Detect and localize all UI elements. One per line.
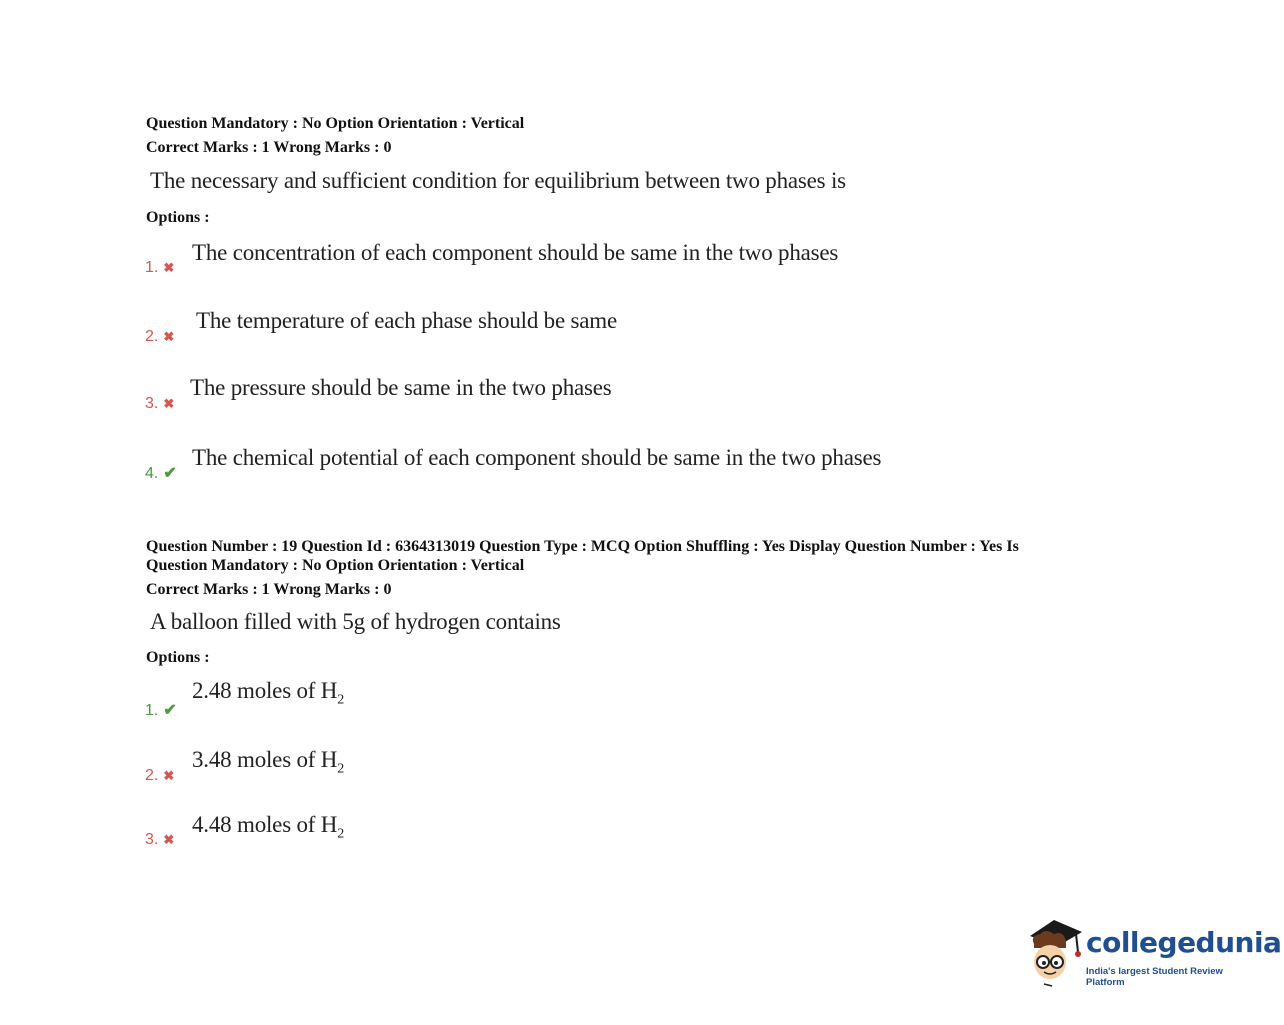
cross-icon: ✖ [163,396,175,411]
cross-icon: ✖ [163,768,175,783]
cross-icon: ✖ [163,329,175,344]
check-icon: ✔ [163,465,177,482]
mascot-icon [1024,918,1086,988]
option-text: 4.48 moles of $H_2$ [192,812,345,842]
logo-tagline: India's largest Student Review Platform [1086,966,1223,988]
option-text: The temperature of each phase should be same [196,308,617,333]
question-marks: Correct Marks : 1 Wrong Marks : 0 [146,581,392,598]
collegedunia-logo [1024,918,1282,988]
option-number: 3. ✖ [145,831,175,848]
question-marks: Correct Marks : 1 Wrong Marks : 0 [146,139,392,156]
option-number: 4. ✔ [145,465,177,482]
question-meta-line: Question Number : 19 Question Id : 6364313019 Question Type : MCQ Option Shuffling : Yes Display Question Number : Yes Is [146,538,1019,555]
option-number: 2. ✖ [145,767,175,784]
check-icon: ✔ [163,702,177,719]
question-text: A balloon filled with 5g of hydrogen contains [150,609,561,634]
question-meta-line: Question Mandatory : No Option Orientation : Vertical [146,115,525,132]
option-number: 2. ✖ [145,328,175,345]
option-text: 2.48 moles of $H_2$ [192,678,345,708]
option-text: The concentration of each component should be same in the two phases [192,240,839,265]
logo-name: collegedunia [1086,926,1282,959]
option-number: 3. ✖ [145,395,175,412]
cross-icon: ✖ [163,832,175,847]
question-text: The necessary and sufficient condition for equilibrium between two phases is [150,168,846,193]
options-label: Options : [146,649,210,666]
option-text: 3.48 moles of $H_2$ [192,747,345,777]
cross-icon: ✖ [163,260,175,275]
option-text: The chemical potential of each component should be same in the two phases [192,445,882,470]
option-number: 1. ✖ [145,259,175,276]
option-text: The pressure should be same in the two phases [190,375,612,400]
options-label: Options : [146,209,210,226]
option-number: 1. ✔ [145,702,177,719]
question-meta-line: Question Mandatory : No Option Orientation : Vertical [146,557,525,574]
